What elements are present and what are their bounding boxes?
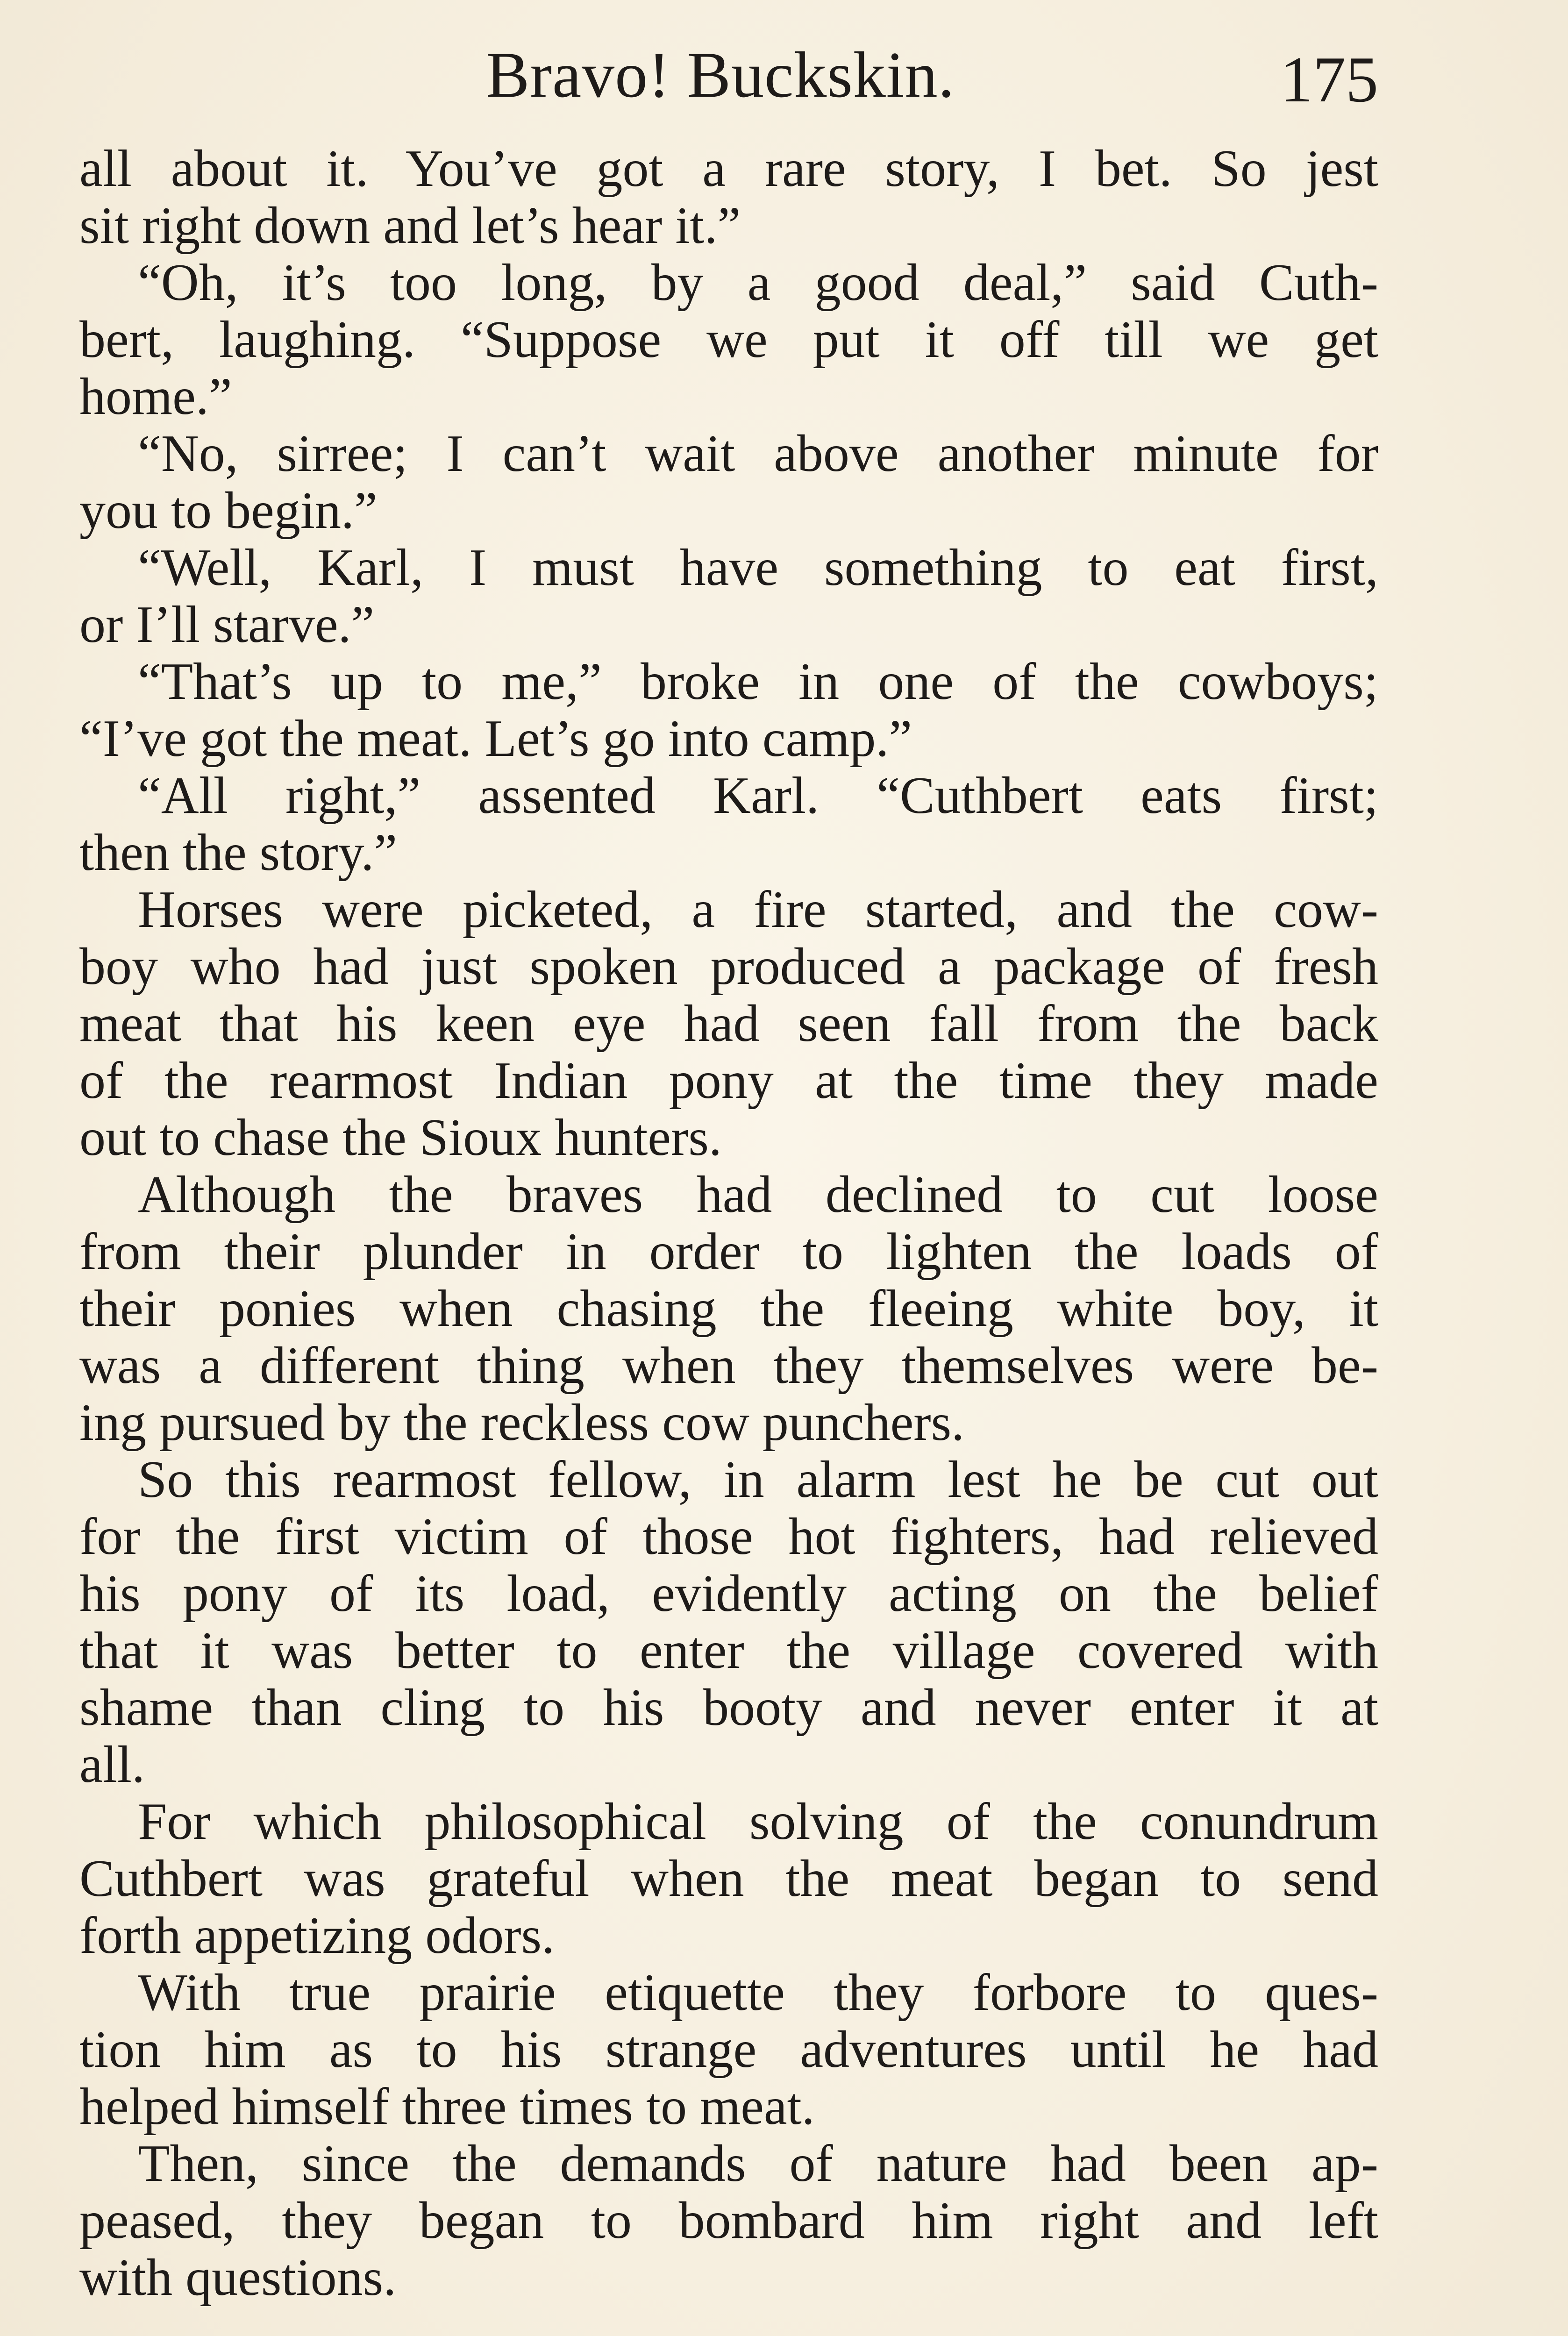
text-line: was a different thing when they themselves were be-	[79, 1337, 1378, 1394]
text-line: of the rearmost Indian pony at the time they made	[79, 1052, 1378, 1109]
text-line: helped himself three times to meat.	[79, 2078, 815, 2135]
text-line: their ponies when chasing the fleeing white boy, it	[79, 1280, 1378, 1337]
text-line: or I’ll starve.”	[79, 596, 375, 653]
text-line: Cuthbert was grateful when the meat began to send	[79, 1850, 1378, 1907]
running-head: Bravo! Buckskin.	[486, 39, 955, 111]
text-line: With true prairie etiquette they forbore to ques-	[138, 1964, 1378, 2021]
text-line: meat that his keen eye had seen fall from the back	[79, 995, 1378, 1052]
text-line: for the first victim of those hot fighters, had relieved	[79, 1508, 1378, 1565]
text-line: boy who had just spoken produced a package of fresh	[79, 938, 1378, 995]
text-line: that it was better to enter the village covered with	[79, 1622, 1378, 1679]
text-line: For which philosophical solving of the conundrum	[138, 1793, 1378, 1850]
text-line: shame than cling to his booty and never enter it at	[79, 1679, 1378, 1736]
text-line: ing pursued by the reckless cow punchers.	[79, 1394, 965, 1451]
text-line: out to chase the Sioux hunters.	[79, 1109, 722, 1166]
text-line: tion him as to his strange adventures until he had	[79, 2021, 1378, 2078]
page-number: 175	[1280, 43, 1378, 116]
text-line: “No, sirree; I can’t wait above another minute for	[138, 425, 1378, 482]
text-line: “I’ve got the meat. Let’s go into camp.”	[79, 710, 912, 767]
text-line: you to begin.”	[79, 482, 378, 539]
text-line: Horses were picketed, a fire started, and the cow-	[138, 881, 1378, 938]
text-line: his pony of its load, evidently acting on the belief	[79, 1565, 1378, 1622]
text-line: “All right,” assented Karl. “Cuthbert eats first;	[138, 767, 1378, 824]
text-line: from their plunder in order to lighten the loads of	[79, 1223, 1378, 1280]
text-line: Then, since the demands of nature had been ap-	[138, 2135, 1378, 2192]
text-line: So this rearmost fellow, in alarm lest he be cut out	[138, 1451, 1378, 1508]
text-line: then the story.”	[79, 824, 398, 881]
text-line: “Oh, it’s too long, by a good deal,” said Cuth-	[138, 254, 1378, 311]
body-text	[79, 140, 1378, 2306]
text-line: bert, laughing. “Suppose we put it off till we get	[79, 311, 1378, 368]
text-line: all.	[79, 1736, 145, 1793]
page-header	[79, 33, 1378, 126]
text-line: Although the braves had declined to cut loose	[138, 1166, 1378, 1223]
text-line: “That’s up to me,” broke in one of the cowboys;	[138, 653, 1378, 710]
text-line: with questions.	[79, 2249, 397, 2306]
text-line: “Well, Karl, I must have something to eat first,	[138, 539, 1378, 596]
text-line: all about it. You’ve got a rare story, I bet. So jest	[79, 140, 1378, 197]
text-line: forth appetizing odors.	[79, 1907, 555, 1964]
text-line: peased, they began to bombard him right and left	[79, 2192, 1378, 2249]
text-line: home.”	[79, 368, 232, 425]
text-line: sit right down and let’s hear it.”	[79, 197, 741, 254]
